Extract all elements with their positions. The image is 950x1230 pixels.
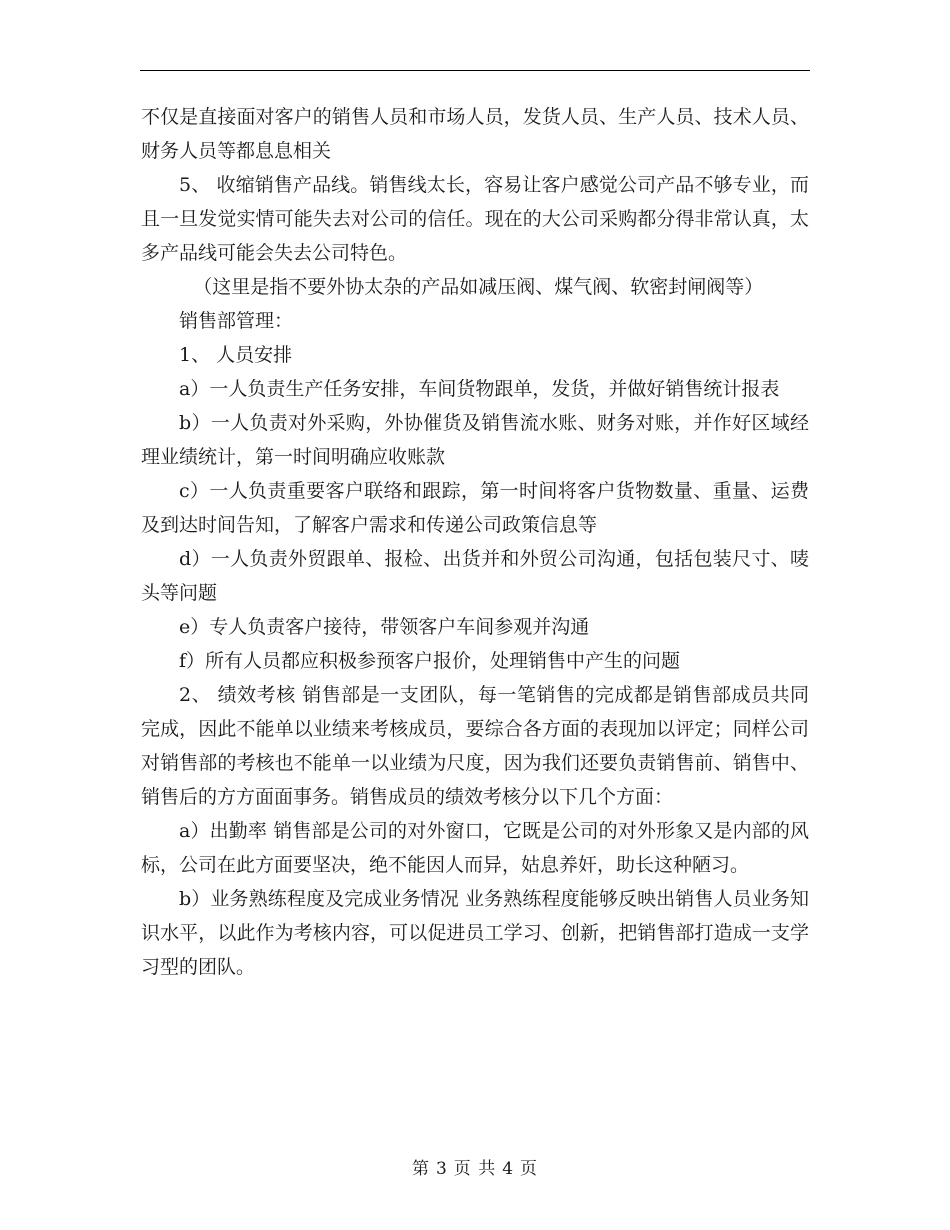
paragraph-continuation: 不仅是直接面对客户的销售人员和市场人员，发货人员、生产人员、技术人员、财务人员等都息息相关 (141, 106, 809, 162)
performance-item-a: a）出勤率 销售部是公司的对外窗口，它既是公司的对外形象又是内部的风标，公司在此方面要坚决，绝不能因人而异，姑息养奸，助长这种陋习。 (141, 820, 809, 876)
paragraph-item-5: 5、 收缩销售产品线。销售线太长，容易让客户感觉公司产品不够专业，而且一旦发觉实情可能失去对公司的信任。现在的大公司采购都分得非常认真，太多产品线可能会失去公司特色。 (141, 174, 809, 264)
footer-prefix: 第 (411, 1159, 430, 1179)
footer-total-pages: 4 (502, 1159, 515, 1179)
list-item-b: b）一人负责对外采购，外协催货及销售流水账、财务对账，并作好区域经理业绩统计，第一时间明确应收账款 (141, 412, 809, 468)
subheading-performance: 2、 绩效考核 销售部是一支团队，每一笔销售的完成都是销售部成员共同完成，因此不能单以业绩来考核成员，要综合各方面的表现加以评定；同样公司对销售部的考核也不能单一以业绩为尺度，因为我们还要负责销售前、销售中、销售后的方方面面事务。销售成员的绩效考核分以下几个方面： (141, 684, 809, 808)
document-body (141, 100, 809, 984)
list-item-c: c）一人负责重要客户联络和跟踪，第一时间将客户货物数量、重量、运费及到达时间告知，了解客户需求和传递公司政策信息等 (141, 480, 809, 536)
performance-item-b: b）业务熟练程度及完成业务情况 业务熟练程度能够反映出销售人员业务知识水平，以此作为考核内容，可以促进员工学习、创新，把销售部打造成一支学习型的团队。 (141, 888, 809, 978)
list-item-f: f）所有人员都应积极参预客户报价，处理销售中产生的问题 (179, 650, 681, 672)
footer-middle: 页 共 (453, 1159, 497, 1179)
list-item-d: d）一人负责外贸跟单、报检、出货并和外贸公司沟通，包括包装尺寸、唛头等问题 (141, 548, 809, 604)
paragraph-note: （这里是指不要外协太杂的产品如减压阀、煤气阀、软密封闸阀等） (193, 276, 764, 298)
page-footer (0, 1154, 950, 1179)
subheading-staffing: 1、 人员安排 (179, 344, 293, 366)
header-divider (140, 70, 810, 71)
footer-suffix: 页 (520, 1159, 539, 1179)
list-item-e: e）专人负责客户接待，带领客户车间参观并沟通 (179, 616, 590, 638)
section-heading-sales-management: 销售部管理： (179, 310, 294, 332)
footer-current-page: 3 (435, 1159, 448, 1179)
list-item-a: a）一人负责生产任务安排，车间货物跟单，发货，并做好销售统计报表 (179, 378, 780, 400)
